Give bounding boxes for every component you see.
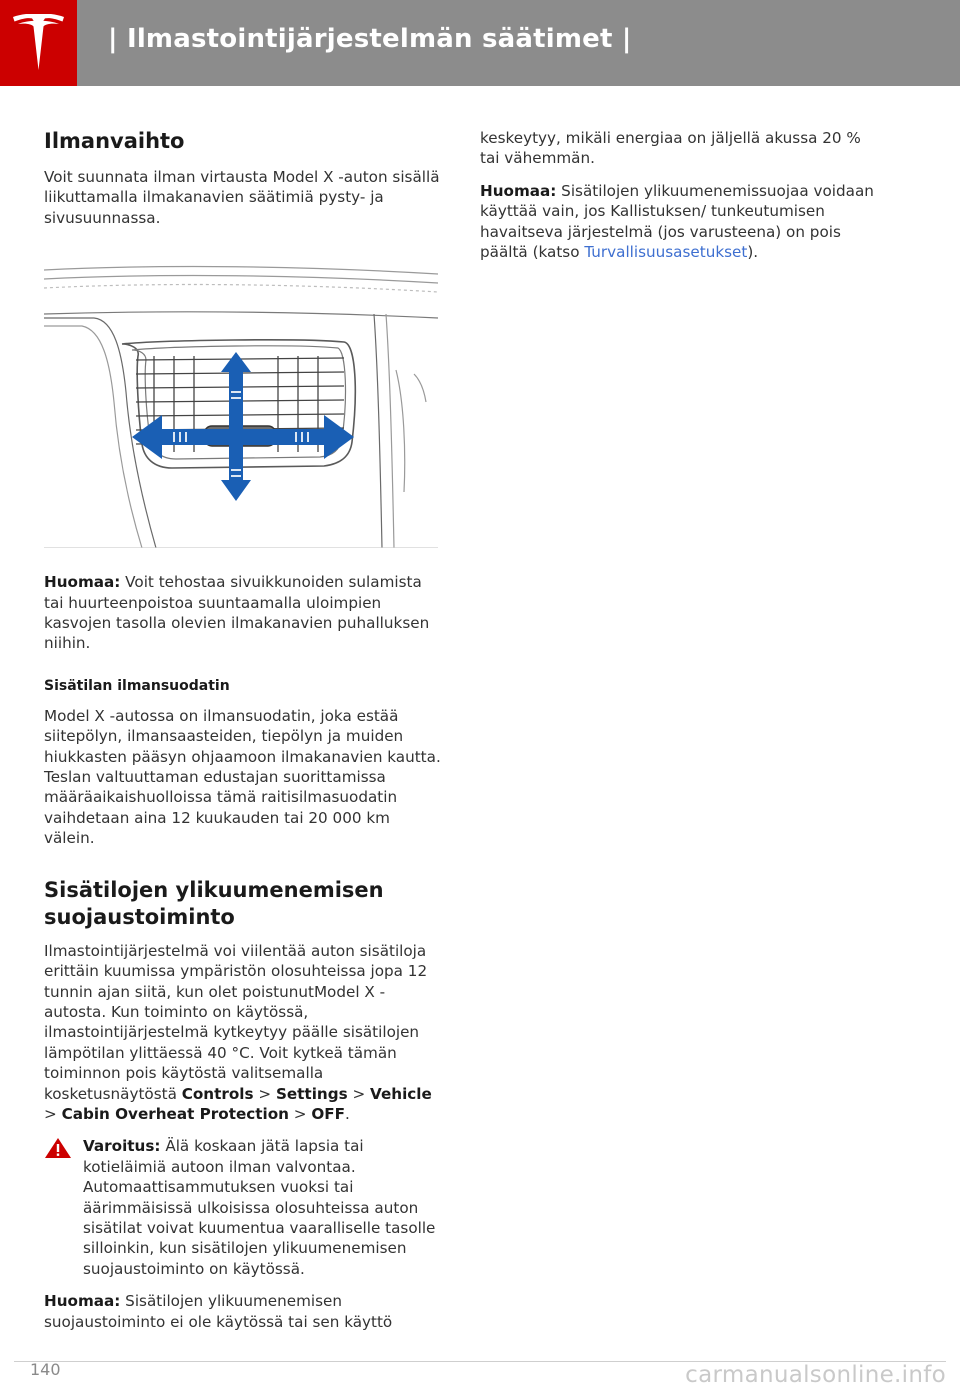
page-header (0, 0, 960, 86)
filter-text: Model X -autossa on ilmansuodatin, joka estää siitepölyn, ilmansaasteiden, tiepölyn ja muiden hiukkasten pääsyn ohjaamoon ilmakanavien kautta. Teslan valtuuttaman edustajan suorittamissa määräaikaishuolloissa tämä raitisilmasuodatin vaihdetaan aina 12 kuukauden tai 20 000 km välein. (44, 706, 441, 848)
path-off: OFF (311, 1104, 346, 1123)
note-defrost: Huomaa: Voit tehostaa sivuikkunoiden sulamista tai huurteenpoistoa suuntaamalla uloimpien kasvojen tasolla olevien ilmakanavien puhalluksen niihin. (44, 573, 430, 653)
path-settings: Settings (275, 1084, 348, 1103)
section-title: | Ilmastointijärjestelmän säätimet | (108, 24, 632, 54)
logo-box (0, 0, 77, 86)
watermark: carmanualsonline.info (685, 1362, 946, 1388)
note-overheat-battery: Huomaa: Sisätilojen ylikuumenemisen suojaustoiminto ei ole käytössä tai sen käyttö (44, 1292, 393, 1331)
warning-text: Varoitus: Älä koskaan jätä lapsia tai kotieläimiä autoon ilman valvontaa. Automaattisammutuksen vuoksi tai äärimmäisissä ulkoisissa olosuhteissa auton sisätilat voivat kuumentua vaaralliselle tasolle silloinkin, kun sisätilojen ylikuumenemisen suojaustoiminto on käytössä. (83, 1137, 436, 1278)
ventilation-heading: Ilmanvaihto (44, 129, 185, 153)
dash-line (44, 267, 438, 274)
air-vent-illustration (44, 252, 438, 548)
path-controls: Controls (181, 1084, 254, 1103)
right-column (480, 128, 880, 262)
path-vehicle: Vehicle (370, 1084, 432, 1103)
filter-heading: Sisätilan ilmansuodatin (44, 677, 230, 694)
overheat-text: Ilmastointijärjestelmä voi viilentää auton sisätiloja erittäin kuumissa ympäristön olosuhteissa jopa 12 tunnin ajan siitä, kun olet poistunutModel X -autosta. Kun toiminto on käytössä, ilmastointijärjestelmä kytkeytyy päälle sisätilojen lämpötilan ylittäessä 40 °C. Voit kytkeä tämän toiminnon pois käytöstä valitsemalla kosketusnäytöstä Controls > Settings > Vehicle > Cabin Overheat Protection > OFF. (44, 941, 432, 1123)
overheat-heading: Sisätilojen ylikuumenemisen suojaustoiminto (44, 877, 384, 929)
continued-text: keskeytyy, mikäli energiaa on jäljellä akussa 20 % tai vähemmän. (480, 129, 861, 168)
path-protection: Cabin Overheat Protection (61, 1104, 289, 1123)
note-intrusion: Huomaa: Sisätilojen ylikuumenemissuojaa voidaan käyttää vain, jos Kallistuksen/ tunkeutumisen havaitseva järjestelmä (jos varusteena) on pois päältä (katso Turvallisuusasetukset). (480, 181, 874, 262)
left-column (44, 128, 444, 1332)
tesla-logo-icon (12, 14, 65, 72)
warning-block (44, 1136, 444, 1279)
ventilation-text: Voit suunnata ilman virtausta Model X -auton sisällä liikuttamalla ilmakanavien säätimiä pysty- ja sivusuunnassa. (44, 168, 440, 227)
warning-triangle-icon (44, 1137, 72, 1159)
page-number: 140 (30, 1360, 61, 1379)
safety-settings-link[interactable]: Turvallisuusasetukset (584, 243, 748, 262)
